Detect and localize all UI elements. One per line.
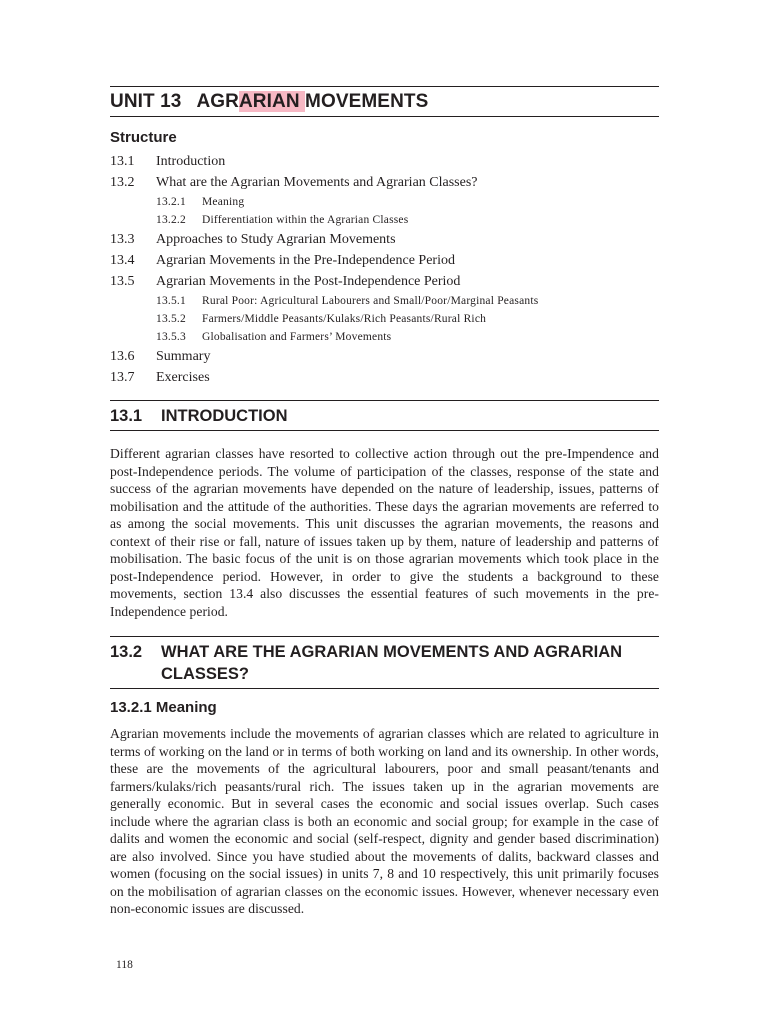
toc-item (110, 250, 659, 271)
toc-number: 13.3 (110, 232, 135, 247)
toc-item (110, 151, 659, 172)
toc-text: Meaning (202, 196, 245, 208)
toc-number: 13.6 (110, 349, 135, 364)
toc-subitem (110, 211, 659, 229)
toc-text: Globalisation and Farmers’ Movements (202, 331, 392, 343)
toc-number: 13.1 (110, 154, 135, 169)
toc-item (110, 172, 659, 193)
toc-subitem (110, 310, 659, 328)
toc-text: Differentiation within the Agrarian Classes (202, 214, 409, 226)
page-content (110, 86, 659, 918)
section-title: INTRODUCTION (161, 407, 288, 425)
meaning-paragraph: Agrarian movements include the movements of agrarian classes which are related to agriculture in terms of working on the land or in terms of both working on land and its ownership. In other words, these are the movements of the agricultural labourers, poor and small peasant/tenants and farmers/kulaks/rich peasants/rural rich. The issues taken up in the agrarian movements are generally economic. But in several cases the economic and social issues overlap. Such cases include where the agrarian class is both an economic and social group; for example in the case of dalits and women the economic and social (self-respect, dignity and gender based discrimination) are also involved. Since you have studied about the movements of dalits, backward classes and women (focusing on the social issues) in units 7, 8 and 10 respectively, this unit primarily focuses on the mobilisation of agrarian classes on the economic issues. However, whenever necessary even non-economic issues are discussed. (110, 726, 659, 916)
unit-title-highlight: ARIAN (238, 91, 306, 112)
toc-number: 13.2.2 (156, 214, 186, 226)
toc-item (110, 229, 659, 250)
toc-text: Exercises (156, 370, 210, 385)
toc-text: Farmers/Middle Peasants/Kulaks/Rich Peasants/Rural Rich (202, 313, 487, 325)
toc-item (110, 346, 659, 367)
title-bottom-rule (110, 116, 659, 117)
section-2-bottom-rule (110, 688, 659, 689)
toc-number: 13.5.1 (156, 295, 186, 307)
introduction-paragraph: Different agrarian classes have resorted to collective action through out the pre-Impendence and post-Independence periods. The volume of participation of the classes, response of the state and success of the agrarian movements have depended on the nature of leadership, issues, patterns of mobilisation and the attitude of the authorities. These days the agrarian movements are referred to as among the social movements. This unit discusses the agrarian movements, the reasons and context of their rise or fall, nature of issues taken up by them, nature of leadership and patterns of mobilisation. The basic focus of the unit is on those agrarian movements which took place in the post-Independence period. However, in order to give the students a background to these movements, section 13.4 also discusses the essential features of such movements in the pre-Independence period. (110, 446, 659, 619)
section-number: 13.2 (110, 643, 143, 661)
toc-subitem (110, 292, 659, 310)
toc-number: 13.5.2 (156, 313, 186, 325)
toc-number: 13.4 (110, 253, 135, 268)
section-1-heading (110, 401, 659, 430)
unit-title-part-1: AGR (196, 91, 239, 112)
toc-number: 13.2.1 (156, 196, 186, 208)
toc-text: Rural Poor: Agricultural Labourers and Small/Poor/Marginal Peasants (202, 295, 539, 307)
structure-heading: Structure (110, 129, 177, 146)
section-title: WHAT ARE THE AGRARIAN MOVEMENTS AND AGRARIAN CLASSES? (161, 643, 623, 683)
section-1-bottom-rule (110, 430, 659, 431)
toc-number: 13.5 (110, 274, 135, 289)
subsection-heading: 13.2.1 Meaning (110, 699, 217, 716)
unit-number: UNIT 13 (110, 91, 182, 112)
table-of-contents (110, 151, 659, 388)
toc-text: Approaches to Study Agrarian Movements (156, 232, 396, 247)
toc-number: 13.2 (110, 175, 135, 190)
section-2-heading (110, 637, 659, 688)
toc-text: Introduction (156, 154, 226, 169)
toc-item (110, 367, 659, 388)
toc-subitem (110, 193, 659, 211)
toc-text: Agrarian Movements in the Post-Independence Period (156, 274, 461, 289)
toc-item (110, 271, 659, 292)
toc-text: What are the Agrarian Movements and Agrarian Classes? (156, 175, 478, 190)
toc-text: Summary (156, 349, 211, 364)
unit-title-part-2: MOVEMENTS (305, 91, 429, 112)
toc-subitem (110, 328, 659, 346)
toc-number: 13.5.3 (156, 331, 186, 343)
section-number: 13.1 (110, 407, 143, 425)
unit-title (110, 87, 659, 116)
page-number: 118 (116, 959, 133, 971)
toc-number: 13.7 (110, 370, 135, 385)
toc-text: Agrarian Movements in the Pre-Independence Period (156, 253, 455, 268)
